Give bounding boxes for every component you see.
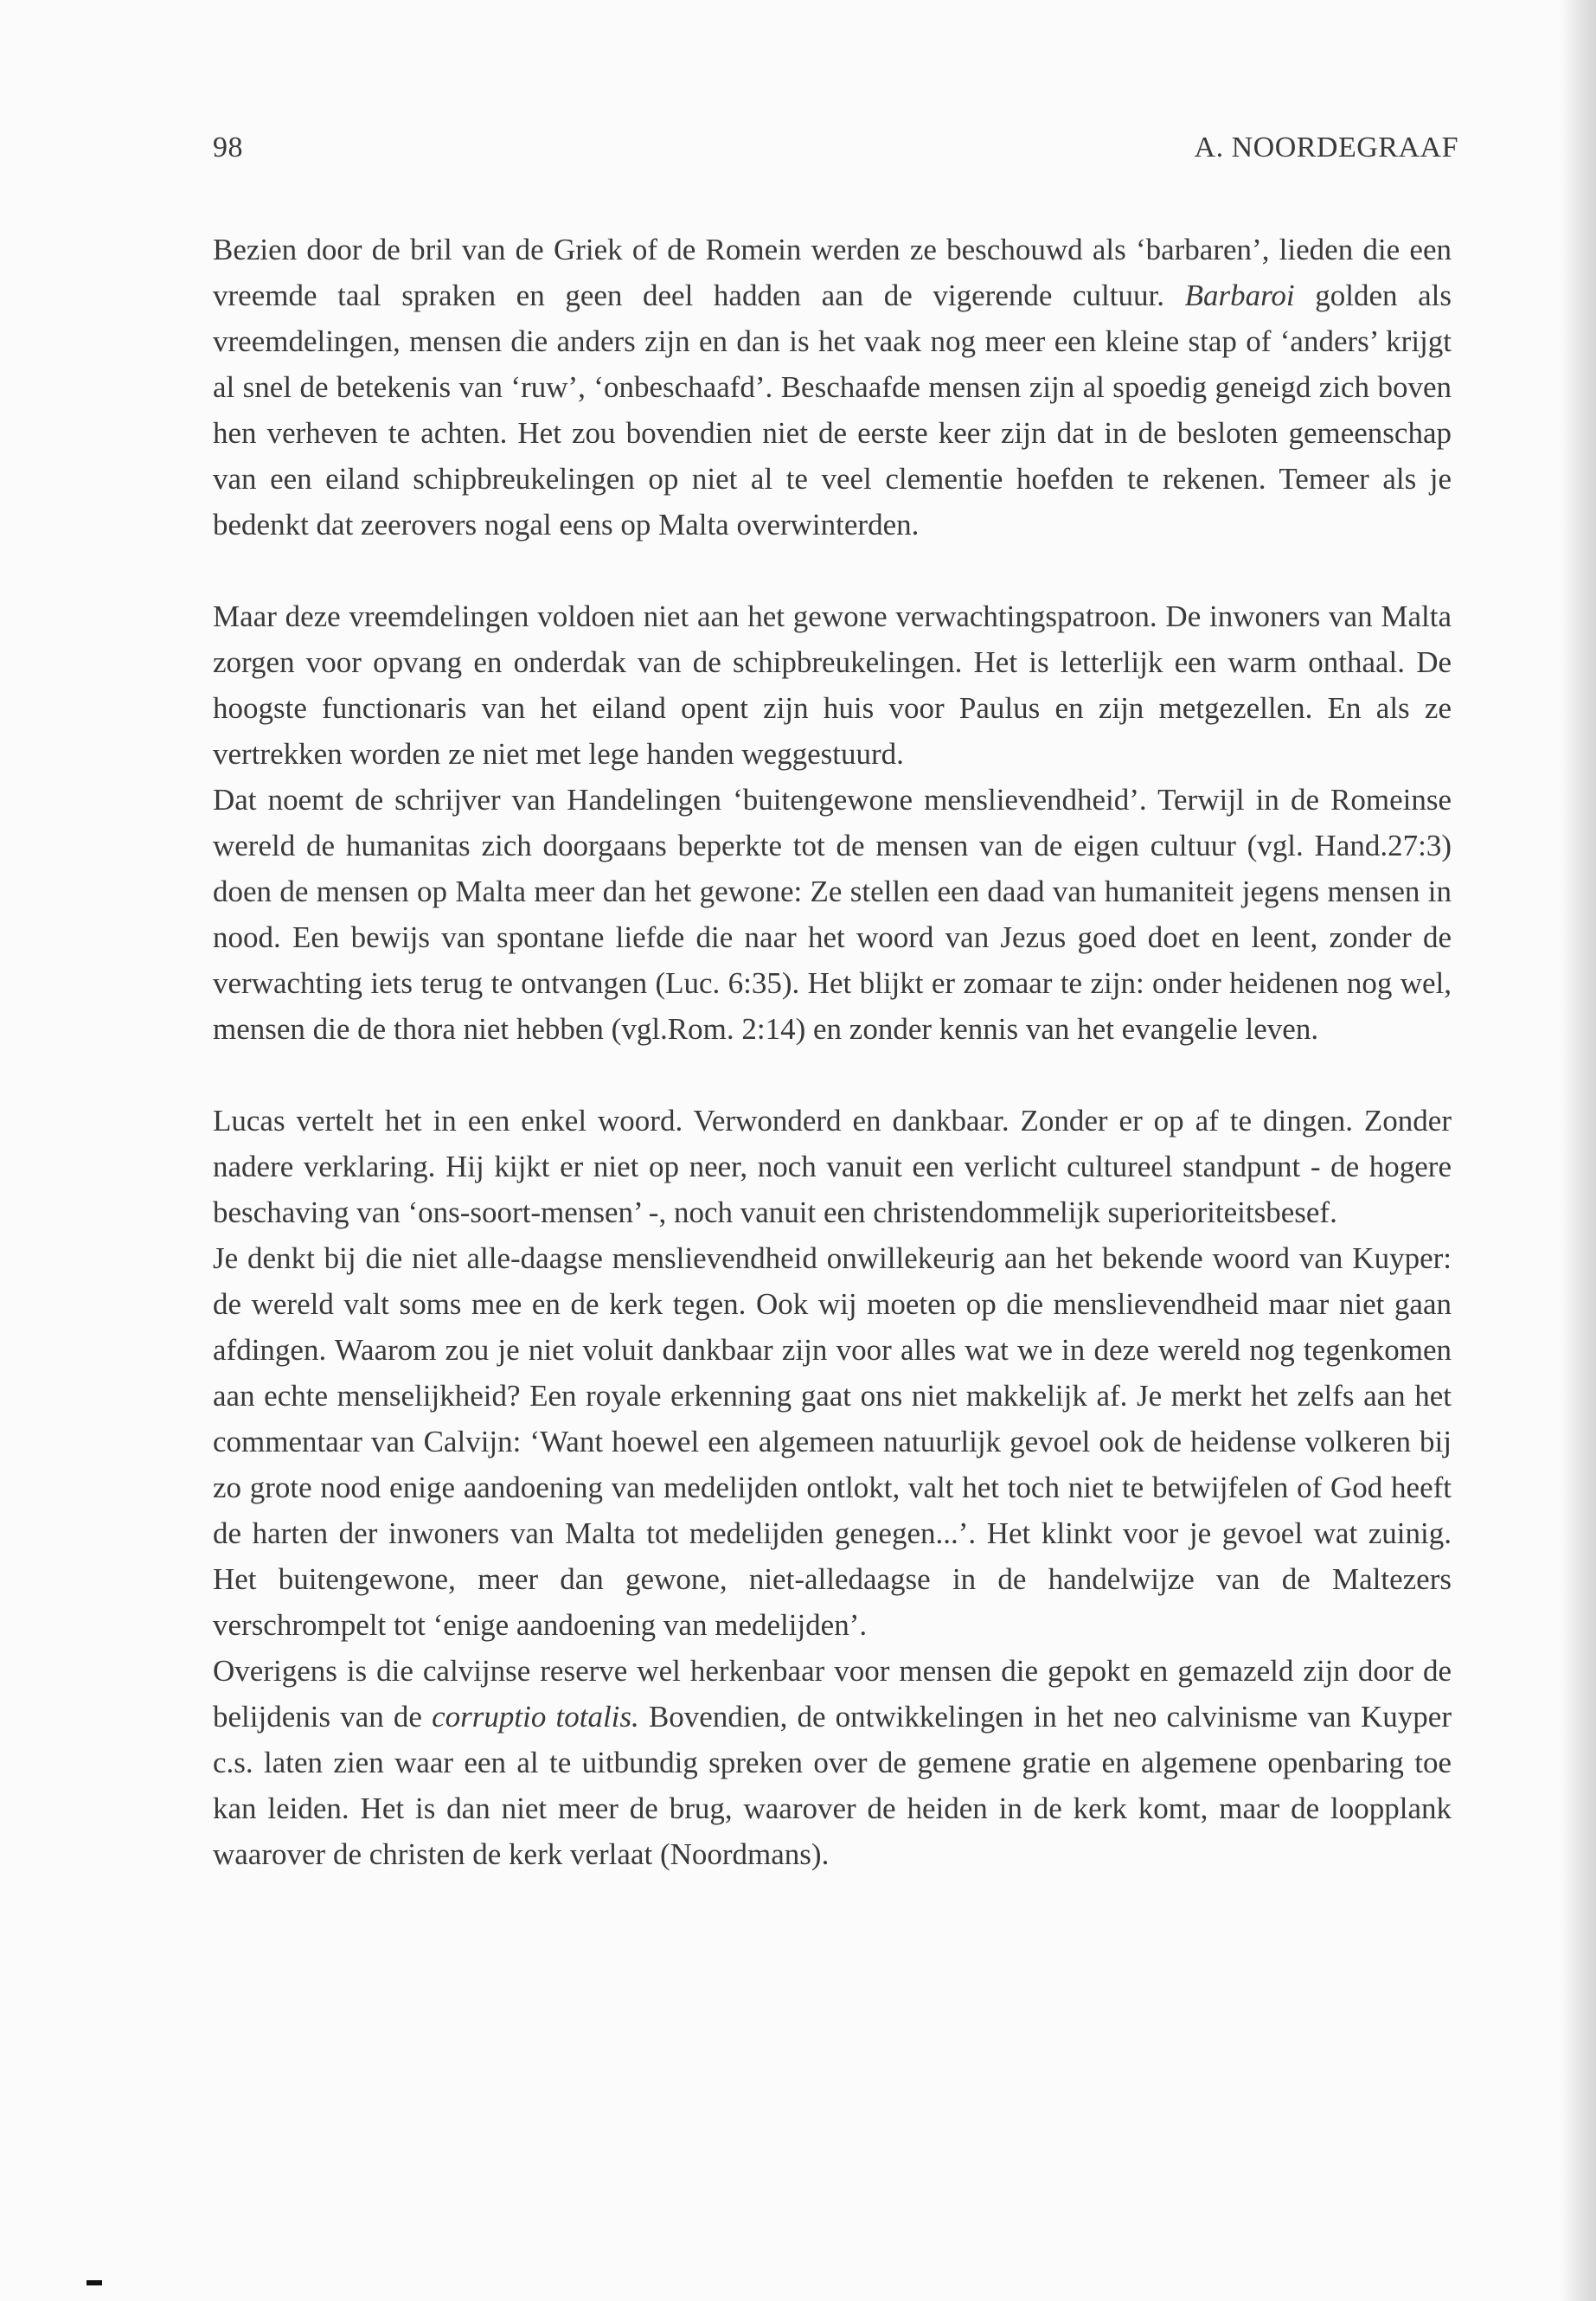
page-number: 98 bbox=[213, 131, 243, 163]
paragraph-calvijnse-reserve: Overigens is die calvijnse reserve wel herkenbaar voor mensen die gepokt en gemazeld zijn door de belijdenis van de corruptio totalis. Bovendien, de ontwikkelingen in het neo calvinisme van Kuyper c.s. laten zien waar een al te uitbundig spreken over de gemene gratie en algemene openbaring toe kan leiden. Het is dan niet meer de brug, waarover de heiden in de kerk komt, maar de loopplank waarover de christen de kerk verlaat (Noordmans). bbox=[213, 1654, 1452, 1871]
paragraph-verwachtingspatroon: Maar deze vreemdelingen voldoen niet aan het gewone verwachtingspatroon. De inwoners van Malta zorgen voor opvang en onderdak van de schipbreukelingen. Het is letterlijk een warm onthaal. De hoogste functionaris van het eiland opent zijn huis voor Paulus en zijn metgezellen. En als ze vertrekken worden ze niet met lege handen weggestuurd. bbox=[213, 599, 1452, 771]
paragraph-barbaren: Bezien door de bril van de Griek of de Romein werden ze beschouwd als ‘barbaren’, lieden die een vreemde taal spraken en geen deel hadden aan de vigerende cultuur. Barbaroi golden als vreemdelingen, mensen die anders zijn en dan is het vaak nog meer een kleine stap of ‘anders’ krijgt al snel de betekenis van ‘ruw’, ‘onbeschaafd’. Beschaafde mensen zijn al spoedig geneigd zich boven hen verheven te achten. Het zou bovendien niet de eerste keer zijn dat in de besloten gemeenschap van een eiland schipbreukelingen op niet al te veel clementie hoefden te rekenen. Temeer als je bedenkt dat zeerovers nogal eens op Malta overwinterden. bbox=[213, 233, 1452, 542]
italic-term-corruptio-totalis: corruptio totalis. bbox=[432, 1700, 639, 1734]
scan-corner-mark bbox=[87, 2280, 102, 2285]
running-head bbox=[213, 131, 1458, 175]
paragraph-lucas: Lucas vertelt het in een enkel woord. Verwonderd en dankbaar. Zonder er op af te dingen. Zonder nadere verklaring. Hij kijkt er niet op neer, noch vanuit een verlicht cultureel standpunt - de hogere beschaving van ‘ons-soort-mensen’ -, noch vanuit een christendommelijk superioriteitsbesef. bbox=[213, 1104, 1452, 1229]
body-text bbox=[213, 227, 1452, 1877]
italic-term-barbaroi: Barbaroi bbox=[1184, 279, 1295, 312]
running-head-author: A. NOORDEGRAAF bbox=[1194, 131, 1458, 163]
paragraph-menslievendheid: Dat noemt de schrijver van Handelingen ‘buitengewone menslievendheid’. Terwijl in de Romeinse wereld de humanitas zich doorgaans beperkte tot de mensen van de eigen cultuur (vgl. Hand.27:3) doen de mensen op Malta meer dan het gewone: Ze stellen een daad van humaniteit jegens mensen in nood. Een bewijs van spontane liefde die naar het woord van Jezus goed doet en leent, zonder de verwachting iets terug te ontvangen (Luc. 6:35). Het blijkt er zomaar te zijn: onder heidenen nog wel, mensen die de thora niet hebben (vgl.Rom. 2:14) en zonder kennis van het evangelie leven. bbox=[213, 783, 1452, 1046]
paragraph-kuyper: Je denkt bij die niet alle-daagse menslievendheid onwillekeurig aan het bekende woord van Kuyper: de wereld valt soms mee en de kerk tegen. Ook wij moeten op die menslievendheid maar niet gaan afdingen. Waarom zou je niet voluit dankbaar zijn voor alles wat we in deze wereld nog tegenkomen aan echte menselijkheid? Een royale erkenning gaat ons niet makkelijk af. Je merkt het zelfs aan het commentaar van Calvijn: ‘Want hoewel een algemeen natuurlijk gevoel ook de heidense volkeren bij zo grote nood enige aandoening van medelijden ontlokt, valt het toch niet te betwijfelen of God heeft de harten der inwoners van Malta tot medelijden genegen...’. Het klinkt voor je gevoel wat zuinig. Het buitengewone, meer dan gewone, niet-alledaagse in de handelwijze van de Maltezers verschrompelt tot ‘enige aandoening van medelijden’. bbox=[213, 1241, 1452, 1642]
page-edge-shadow bbox=[1561, 0, 1596, 2301]
